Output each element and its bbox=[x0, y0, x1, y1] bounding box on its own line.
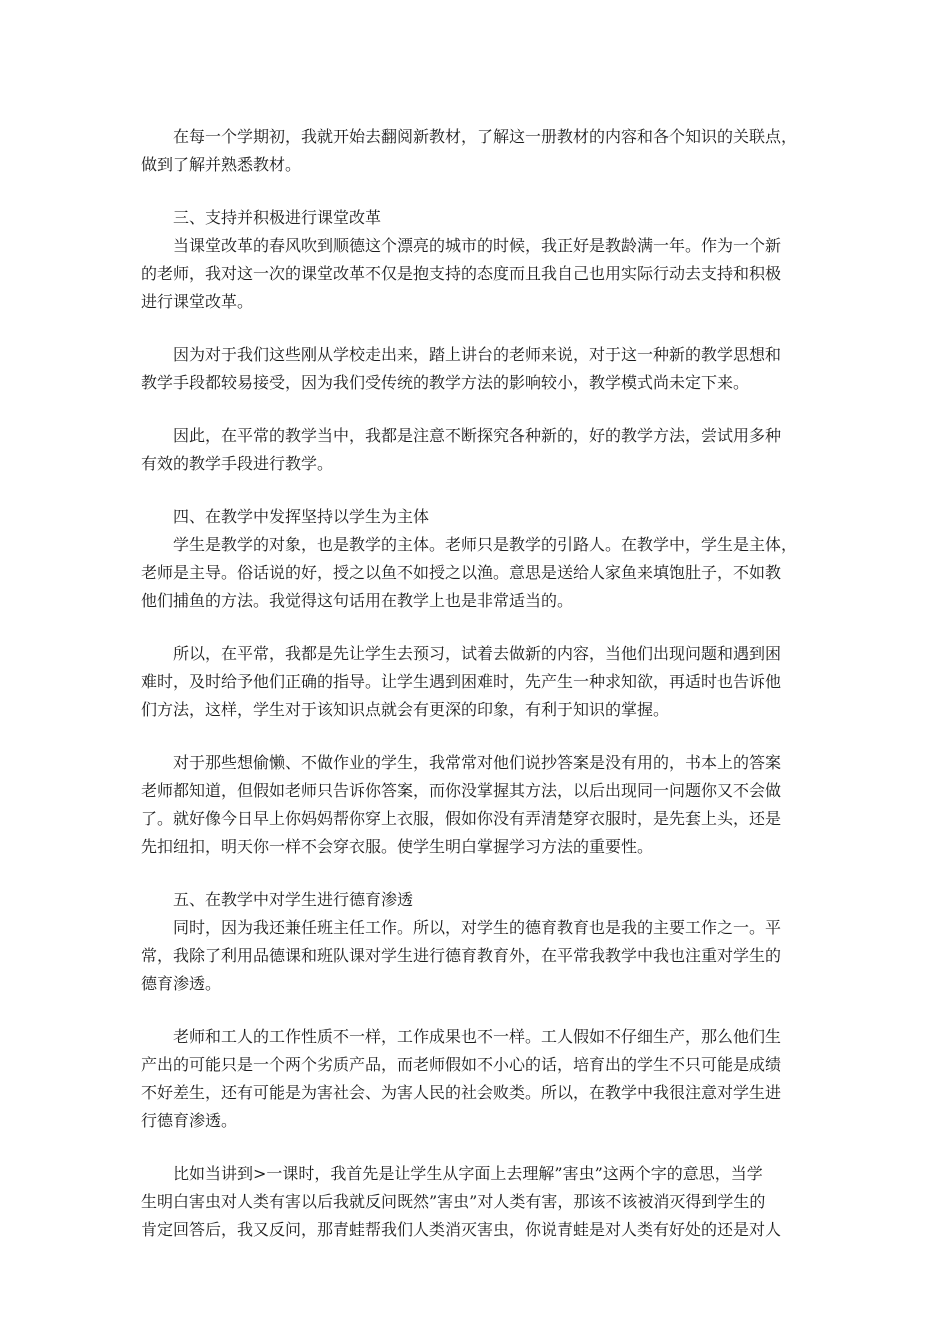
line: 了。就好像今日早上你妈妈帮你穿上衣服，假如你没有弄清楚穿衣服时，是先套上头，还是 bbox=[141, 809, 782, 828]
line: 因为对于我们这些刚从学校走出来，踏上讲台的老师来说，对于这一种新的教学思想和 bbox=[173, 345, 782, 364]
line: 同时，因为我还兼任班主任工作。所以，对学生的德育教育也是我的主要工作之一。平 bbox=[173, 918, 782, 937]
section-heading-4 bbox=[141, 503, 813, 531]
paragraph-1 bbox=[141, 123, 813, 179]
line: 他们捕鱼的方法。我觉得这句话用在教学上也是非常适当的。 bbox=[141, 591, 574, 610]
line: 德育渗透。 bbox=[141, 974, 222, 993]
line: 难时，及时给予他们正确的指导。让学生遇到困难时，先产生一种求知欲，再适时也告诉他 bbox=[141, 672, 782, 691]
paragraph-3 bbox=[141, 341, 813, 397]
line: 肯定回答后，我又反问，那青蛙帮我们人类消灭害虫，你说青蛙是对人类有好处的还是对人 bbox=[141, 1220, 782, 1239]
paragraph-7 bbox=[141, 749, 813, 861]
line: 因此，在平常的教学当中，我都是注意不断探究各种新的，好的教学方法，尝试用多种 bbox=[173, 426, 782, 445]
line: 所以，在平常，我都是先让学生去预习，试着去做新的内容，当他们出现问题和遇到困 bbox=[173, 644, 782, 663]
heading-text: 五、在教学中对学生进行德育渗透 bbox=[173, 890, 414, 909]
line: 比如当讲到>一课时，我首先是让学生从字面上去理解”害虫”这两个字的意思，当学 bbox=[173, 1164, 763, 1183]
section-heading-5 bbox=[141, 886, 813, 914]
heading-text: 四、在教学中发挥坚持以学生为主体 bbox=[173, 507, 430, 526]
line: 生明白害虫对人类有害以后我就反问既然”害虫”对人类有害，那该不该被消灭得到学生的 bbox=[141, 1192, 766, 1211]
line: 进行课堂改革。 bbox=[141, 292, 254, 311]
line: 当课堂改革的春风吹到顺德这个漂亮的城市的时候，我正好是教龄满一年。作为一个新 bbox=[173, 236, 782, 255]
document-body bbox=[141, 123, 813, 1244]
line: 常，我除了利用品德课和班队课对学生进行德育教育外，在平常我教学中我也注重对学生的 bbox=[141, 946, 782, 965]
line: 行德育渗透。 bbox=[141, 1111, 238, 1130]
line: 对于那些想偷懒、不做作业的学生，我常常对他们说抄答案是没有用的，书本上的答案 bbox=[173, 753, 782, 772]
line: 老师是主导。俗话说的好，授之以鱼不如授之以渔。意思是送给人家鱼来填饱肚子，不如教 bbox=[141, 563, 782, 582]
section-heading-3 bbox=[141, 204, 813, 232]
line: 们方法，这样，学生对于该知识点就会有更深的印象，有利于知识的掌握。 bbox=[141, 700, 670, 719]
line: 老师和工人的工作性质不一样，工作成果也不一样。工人假如不仔细生产，那么他们生 bbox=[173, 1027, 782, 1046]
paragraph-2 bbox=[141, 232, 813, 316]
paragraph-10 bbox=[141, 1160, 813, 1244]
line: 有效的教学手段进行教学。 bbox=[141, 454, 334, 473]
line: 学生是教学的对象，也是教学的主体。老师只是教学的引路人。在教学中，学生是主体， bbox=[173, 535, 798, 554]
paragraph-8 bbox=[141, 914, 813, 998]
line: 的老师，我对这一次的课堂改革不仅是抱支持的态度而且我自己也用实际行动去支持和积极 bbox=[141, 264, 782, 283]
line: 做到了解并熟悉教材。 bbox=[141, 155, 302, 174]
paragraph-6 bbox=[141, 640, 813, 724]
line: 产出的可能只是一个两个劣质产品，而老师假如不小心的话，培育出的学生不只可能是成绩 bbox=[141, 1055, 782, 1074]
line: 先扣纽扣，明天你一样不会穿衣服。使学生明白掌握学习方法的重要性。 bbox=[141, 837, 654, 856]
paragraph-4 bbox=[141, 422, 813, 478]
line: 老师都知道，但假如老师只告诉你答案，而你没掌握其方法，以后出现同一问题你又不会做 bbox=[141, 781, 782, 800]
heading-text: 三、支持并积极进行课堂改革 bbox=[173, 208, 382, 227]
line: 不好差生，还有可能是为害社会、为害人民的社会败类。所以，在教学中我很注意对学生进 bbox=[141, 1083, 782, 1102]
line: 教学手段都较易接受，因为我们受传统的教学方法的影响较小，教学模式尚未定下来。 bbox=[141, 373, 750, 392]
paragraph-9 bbox=[141, 1023, 813, 1135]
line: 在每一个学期初，我就开始去翻阅新教材，了解这一册教材的内容和各个知识的关联点， bbox=[173, 127, 798, 146]
paragraph-5 bbox=[141, 531, 813, 615]
